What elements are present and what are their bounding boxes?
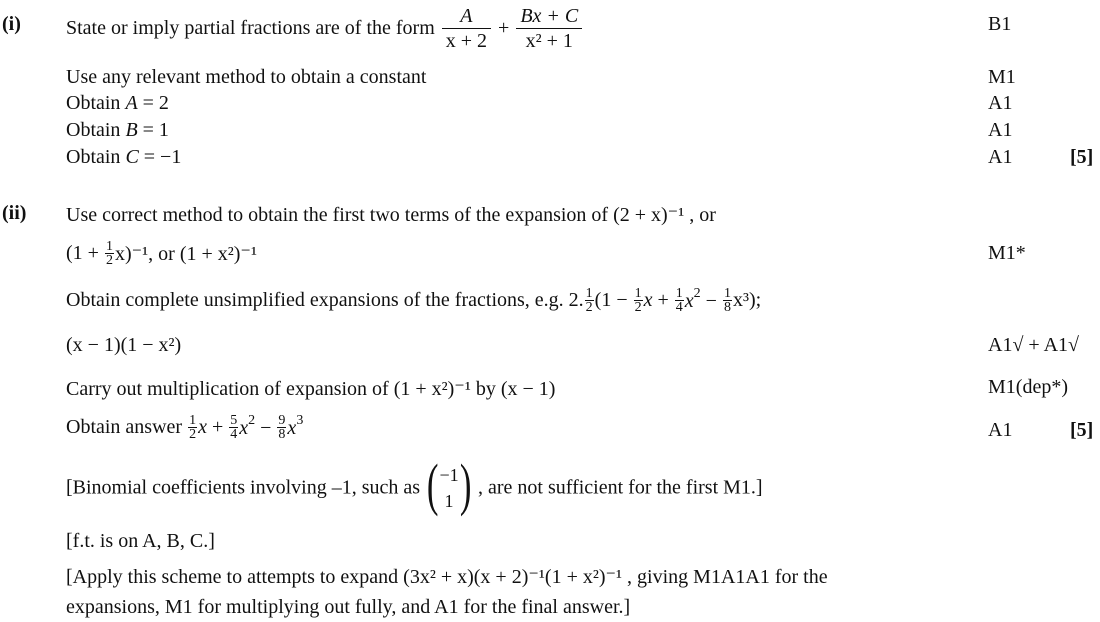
apply-scheme-note-2: expansions, M1 for multiplying out fully, and A1 for the final answer.]: [66, 596, 631, 618]
binom-top: −1: [439, 465, 459, 485]
mark-b1: B1: [988, 13, 1012, 35]
partial-fractions-text: State or imply partial fractions are of the form: [66, 17, 435, 39]
half-fraction: [105, 240, 114, 267]
expansion-end: x³);: [732, 289, 762, 311]
frac-eighth: $\frac{1}{8}$: [723, 286, 731, 315]
obtain-a-value: = 2: [137, 92, 169, 114]
part-i-total: [5]: [1070, 146, 1094, 168]
answer-line: Obtain answer $\frac{1}{2}$ x + $\frac{5}{4}$ $x^2$ − $\frac{9}{8}$ $x^3$: [66, 413, 304, 442]
obtain-b-prefix: Obtain: [66, 119, 126, 141]
fraction-a-denominator: x + 2: [445, 30, 488, 52]
part-ii-total: [5]: [1070, 419, 1094, 441]
obtain-a-line: [66, 92, 169, 115]
obtain-c-line: [66, 146, 181, 169]
mark-a1-c: A1: [988, 146, 1013, 168]
part-i-label: (i): [2, 13, 21, 35]
ans-frac-9-8: $\frac{9}{8}$: [278, 413, 286, 442]
obtain-a-prefix: Obtain: [66, 92, 126, 114]
binomial-coefficient: ( −1 1 ): [426, 452, 472, 517]
product-line: (x − 1)(1 − x²): [66, 334, 182, 356]
fraction-bc-numerator: Bx + C: [520, 5, 579, 27]
obtain-c-value: = −1: [138, 146, 182, 168]
part-ii-label: (ii): [2, 202, 27, 224]
obtain-c-prefix: Obtain: [66, 146, 126, 168]
half-den: 2: [105, 253, 113, 268]
frac-quarter: $\frac{1}{4}$: [675, 286, 683, 315]
mark-a1-b: A1: [988, 119, 1013, 141]
var-c: C: [125, 146, 139, 168]
ans-frac-half: $\frac{1}{2}$: [189, 413, 197, 442]
fraction-bc: [516, 4, 582, 53]
correct-method-line: Use correct method to obtain the first two terms of the expansion of (2 + x)⁻¹ , or: [66, 204, 716, 226]
var-a: A: [125, 92, 138, 114]
expansion-prefix: Obtain complete unsimplified expansions of the fractions, e.g. 2.: [66, 289, 584, 311]
var-b: B: [125, 119, 138, 141]
binomial-note: [66, 452, 763, 517]
binom-bottom: 1: [444, 491, 454, 511]
fraction-a: [442, 4, 491, 53]
mark-a1-final: A1: [988, 419, 1013, 441]
half-num: 1: [105, 239, 113, 254]
mark-m1-dep: M1(dep*): [988, 376, 1068, 398]
ft-note: [f.t. is on A, B, C.]: [66, 530, 215, 552]
mark-a1-ft: A1√ + A1√: [988, 334, 1080, 356]
ans-frac-5-4: $\frac{5}{4}$: [230, 413, 238, 442]
obtain-b-value: = 1: [137, 119, 169, 141]
answer-prefix: Obtain answer: [66, 416, 188, 438]
multiplication-line: Carry out multiplication of expansion of (1 + x²)⁻¹ by (x − 1): [66, 378, 556, 400]
fraction-a-numerator: A: [460, 5, 473, 27]
mark-m1: M1: [988, 66, 1016, 88]
partial-fractions-line: [66, 4, 584, 53]
binomial-note-prefix: [Binomial coefficients involving –1, such as: [66, 476, 421, 499]
apply-scheme-note-1: [Apply this scheme to attempts to expand (3x² + x)(x + 2)⁻¹(1 + x²)⁻¹ , giving M1A1A1 for the: [66, 566, 828, 588]
unsimplified-expansion-line: Obtain complete unsimplified expansions of the fractions, e.g. 2. $\frac{1}{2}$ (1 − $\frac{1}{2}$ x + $\frac{1}{4}$ $x^2$ − $\frac{1}{8}$ x³);: [66, 286, 762, 315]
binomial-note-suffix: , are not sufficient for the first M1.]: [478, 476, 763, 499]
method-line: Use any relevant method to obtain a constant: [66, 66, 427, 88]
fraction-bc-denominator: x² + 1: [525, 30, 573, 52]
frac-half-1: $\frac{1}{2}$: [585, 286, 593, 315]
mark-m1-star: M1*: [988, 242, 1026, 264]
mark-a1-a: A1: [988, 92, 1013, 114]
frac-half-2: $\frac{1}{2}$: [634, 286, 642, 315]
expansion-mid: (1 −: [594, 289, 633, 311]
obtain-b-line: [66, 119, 169, 142]
expansion-alternatives-line: [66, 240, 257, 267]
alt-suffix: x)⁻¹, or (1 + x²)⁻¹: [114, 243, 257, 265]
alt-prefix: (1 +: [66, 242, 104, 264]
plus-sign: +: [498, 17, 510, 39]
